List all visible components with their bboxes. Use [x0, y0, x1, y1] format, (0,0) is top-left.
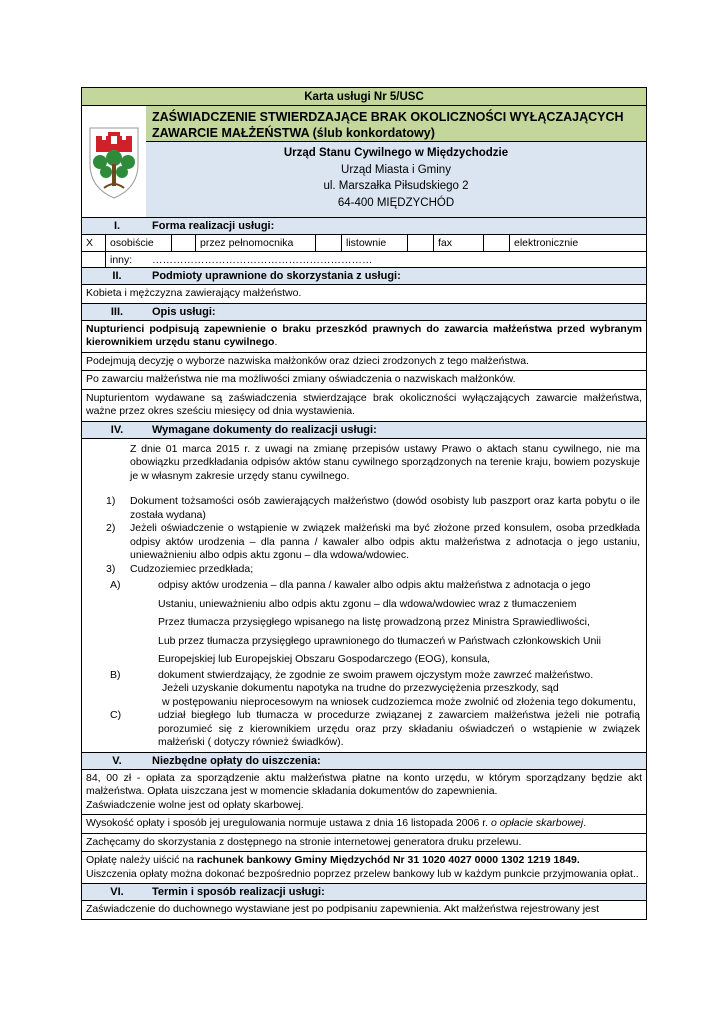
office-line-2: ul. Marszałka Piłsudskiego 2	[323, 180, 469, 192]
selected-mark: X	[82, 235, 106, 251]
section-number: VI.	[110, 886, 124, 898]
form-other	[82, 252, 646, 268]
office-line-3: 64-400 MIĘDZYCHÓD	[337, 196, 455, 209]
document-title: ZAŚWIADCZENIE STWIERDZAJĄCE BRAK OKOLICZNOŚCI WYŁĄCZAJĄCYCH ZAWARCIE MAŁŻEŃSTWA (ślub konkordatowy)	[146, 106, 646, 142]
card-title: Karta usługi Nr 5/USC	[82, 88, 646, 106]
section-5-header	[82, 753, 646, 770]
service-forms	[82, 235, 646, 252]
fees-p4: Zachęcamy do skorzystania z dostępnego na stronie internetowej generatora druku przelewu.	[82, 834, 646, 853]
form-pelnomocnik: przez pełnomocnika	[196, 235, 316, 251]
form-listownie: listownie	[342, 235, 408, 251]
description-p3: Po zawarciu małżeństwa nie ma możliwości zmiany oświadczenia o nazwiskach małżonków.	[82, 371, 646, 390]
description-p1: Nupturienci podpisują zapewnienie o braku przeszkód prawnych do zawarcia małżeństwa przed wybranym kierownikiem urzędu stanu cywilnego.	[82, 321, 646, 353]
service-card	[81, 87, 647, 920]
section-title: Niezbędne opłaty do uiszczenia:	[152, 754, 321, 767]
card-header	[82, 106, 646, 218]
term-p1: Zaświadczenie do duchownego wystawiane jest po podpisaniu zapewnienia. Akt małżeństwa rejestrowany jest	[86, 903, 600, 915]
sub-item-c: C) udział biegłego lub tłumacza w procedurze związanej z zawarciem małżeństwa jeżeli nie potrafią porozumieć się z kierownikiem urzędu oraz przy składaniu oświadczeń o wstąpienie w związek małżeński ( dotyczy również świadków).	[110, 709, 640, 748]
section-title: Forma realizacji usługi:	[152, 220, 275, 232]
list-item: 3) Cudzoziemiec przedkłada;	[106, 562, 254, 575]
description-p4: Nupturientom wydawane są zaświadczenia stwierdzające brak okoliczności wyłączających zawarcie małżeństwa, ważne przez okres sześciu miesięcy od dnia wystawienia.	[82, 390, 646, 422]
fees-p1: 84, 00 zł - opłata za sporządzenie aktu małżeństwa płatne na konto urzędu, w którym sporządzany będzie akt małżeństwa. Opłata uiszczana jest w momencie składania dokumentów do zapewnienia. Zaświadczenie wolne jest od opłaty skarbowej.	[82, 770, 646, 816]
section-title: Termin i sposób realizacji usługi:	[152, 886, 325, 898]
section-number: III.	[110, 305, 124, 318]
entitled-persons: Kobieta i mężczyzna zawierający małżeństwo.	[82, 285, 646, 304]
section-number: I.	[113, 220, 121, 232]
documents-intro: Z dnie 01 marca 2015 r. z uwagi na zmianę przepisów ustawy Prawo o aktach stanu cywilnego, nie ma obowiązku przedkładania odpisów aktów stanu cywilnego sporządzonych na terenie kraju, bowiem pozyskuje je w własnym zakresie urzędy stanu cywilnego.	[130, 442, 640, 482]
office-line-1: Urząd Miasta i Gminy	[341, 163, 451, 176]
section-title: Wymagane dokumenty do realizacji usługi:	[152, 423, 377, 436]
description-p2: Podejmują decyzję o wyborze nazwiska małżonków oraz dzieci zrodzonych z tego małżeństwa.	[82, 353, 646, 372]
section-number: II.	[112, 270, 122, 282]
other-dots: ………………………………………………………	[152, 254, 373, 266]
section-title: Podmioty uprawnione do skorzystania z usługi:	[152, 270, 401, 282]
section-1-header	[82, 218, 646, 235]
section-title: Opis usługi:	[152, 305, 216, 318]
form-osobiscie: osobiście	[106, 235, 172, 251]
sub-item-a: A) odpisy aktów urodzenia – dla panna / kawaler albo odpis aktu małżeństwa z adnotacja o jego Ustaniu, unieważnieniu albo odpis aktu zgonu – dla wdowa/wdowiec wraz z tłumaczeniem Przez tłumacza przysięgłego wpisanego na listę prowadzoną przez Ministra Sprawiedliwości, Lub przez tłumacza przysięgłego uprawnionego do tłumaczeń w Państwach członkowskich Unii Europejskiej lub Europejskiej Obszaru Gospodarczego (EOG), konsula,	[110, 579, 601, 665]
header-info	[146, 106, 646, 217]
fees-p3: Wysokość opłaty i sposób jej uregulowania normuje ustawa z dnia 16 listopada 2006 r. o opłacie skarbowej.	[82, 815, 646, 834]
list-item: 2) Jeżeli oświadczenie o wstąpienie w związek małżeński ma być złożone przed konsulem, osoba przedkłada odpisy aktów urodzenia – dla panna / kawaler albo odpis aktu małżeństwa z adnotacja o jego ustaniu, unieważnieniu albo odpis aktu zgonu – dla wdowa/wdowiec.	[106, 522, 640, 561]
empty-box	[484, 235, 510, 251]
section-4-header	[82, 422, 646, 439]
section-2-header	[82, 268, 646, 285]
section-6-header	[82, 884, 646, 901]
empty-box	[408, 235, 434, 251]
coat-of-arms-icon	[82, 106, 146, 218]
bank-account: rachunek bankowy Gminy Międzychód Nr 31 1020 4027 0000 1302 1219 1849.	[196, 854, 580, 866]
description-bold: Nupturienci podpisują zapewnienie o braku przeszkód prawnych do zawarcia małżeństwa przed wybranym kierownikiem urzędu stanu cywilnego	[86, 322, 642, 348]
coat-of-arms-logo	[82, 106, 146, 217]
other-label: inny:	[110, 254, 133, 266]
form-elektronicznie: elektronicznie	[514, 237, 579, 249]
section-number: IV.	[110, 423, 124, 436]
section-3-header	[82, 304, 646, 321]
sub-item-b: B) dokument stwierdzający, że zgodnie ze swoim prawem ojczystym może zawrzeć małżeństwo. Jeżeli uzyskanie dokumentu napotyka na trudne do przezwyciężenia przeszkody, sąd w postępowaniu nieprocesowym na wniosek cudzoziemca może zwolnić od złożenia tego dokumentu,	[110, 668, 636, 708]
office-name: Urząd Stanu Cywilnego w Międzychodzie	[283, 147, 509, 159]
form-fax: fax	[434, 235, 484, 251]
office-address	[146, 142, 646, 217]
empty-box	[316, 235, 342, 251]
documents-list	[82, 439, 646, 753]
empty-box	[172, 235, 196, 251]
fees-p5: Opłatę należy uiścić na rachunek bankowy Gminy Międzychód Nr 31 1020 4027 0000 1302 1219 1849. Uiszczenia opłaty można dokonać bezpośrednio poprzez przelew bankowy lub w każdym punkcie przyjmowania opłat..	[82, 852, 646, 884]
section-number: V.	[112, 754, 122, 767]
list-item: 1) Dokument tożsamości osób zawierających małżeństwo (dowód osobisty lub paszport oraz karta pobytu o ile została wydana)	[106, 495, 640, 521]
